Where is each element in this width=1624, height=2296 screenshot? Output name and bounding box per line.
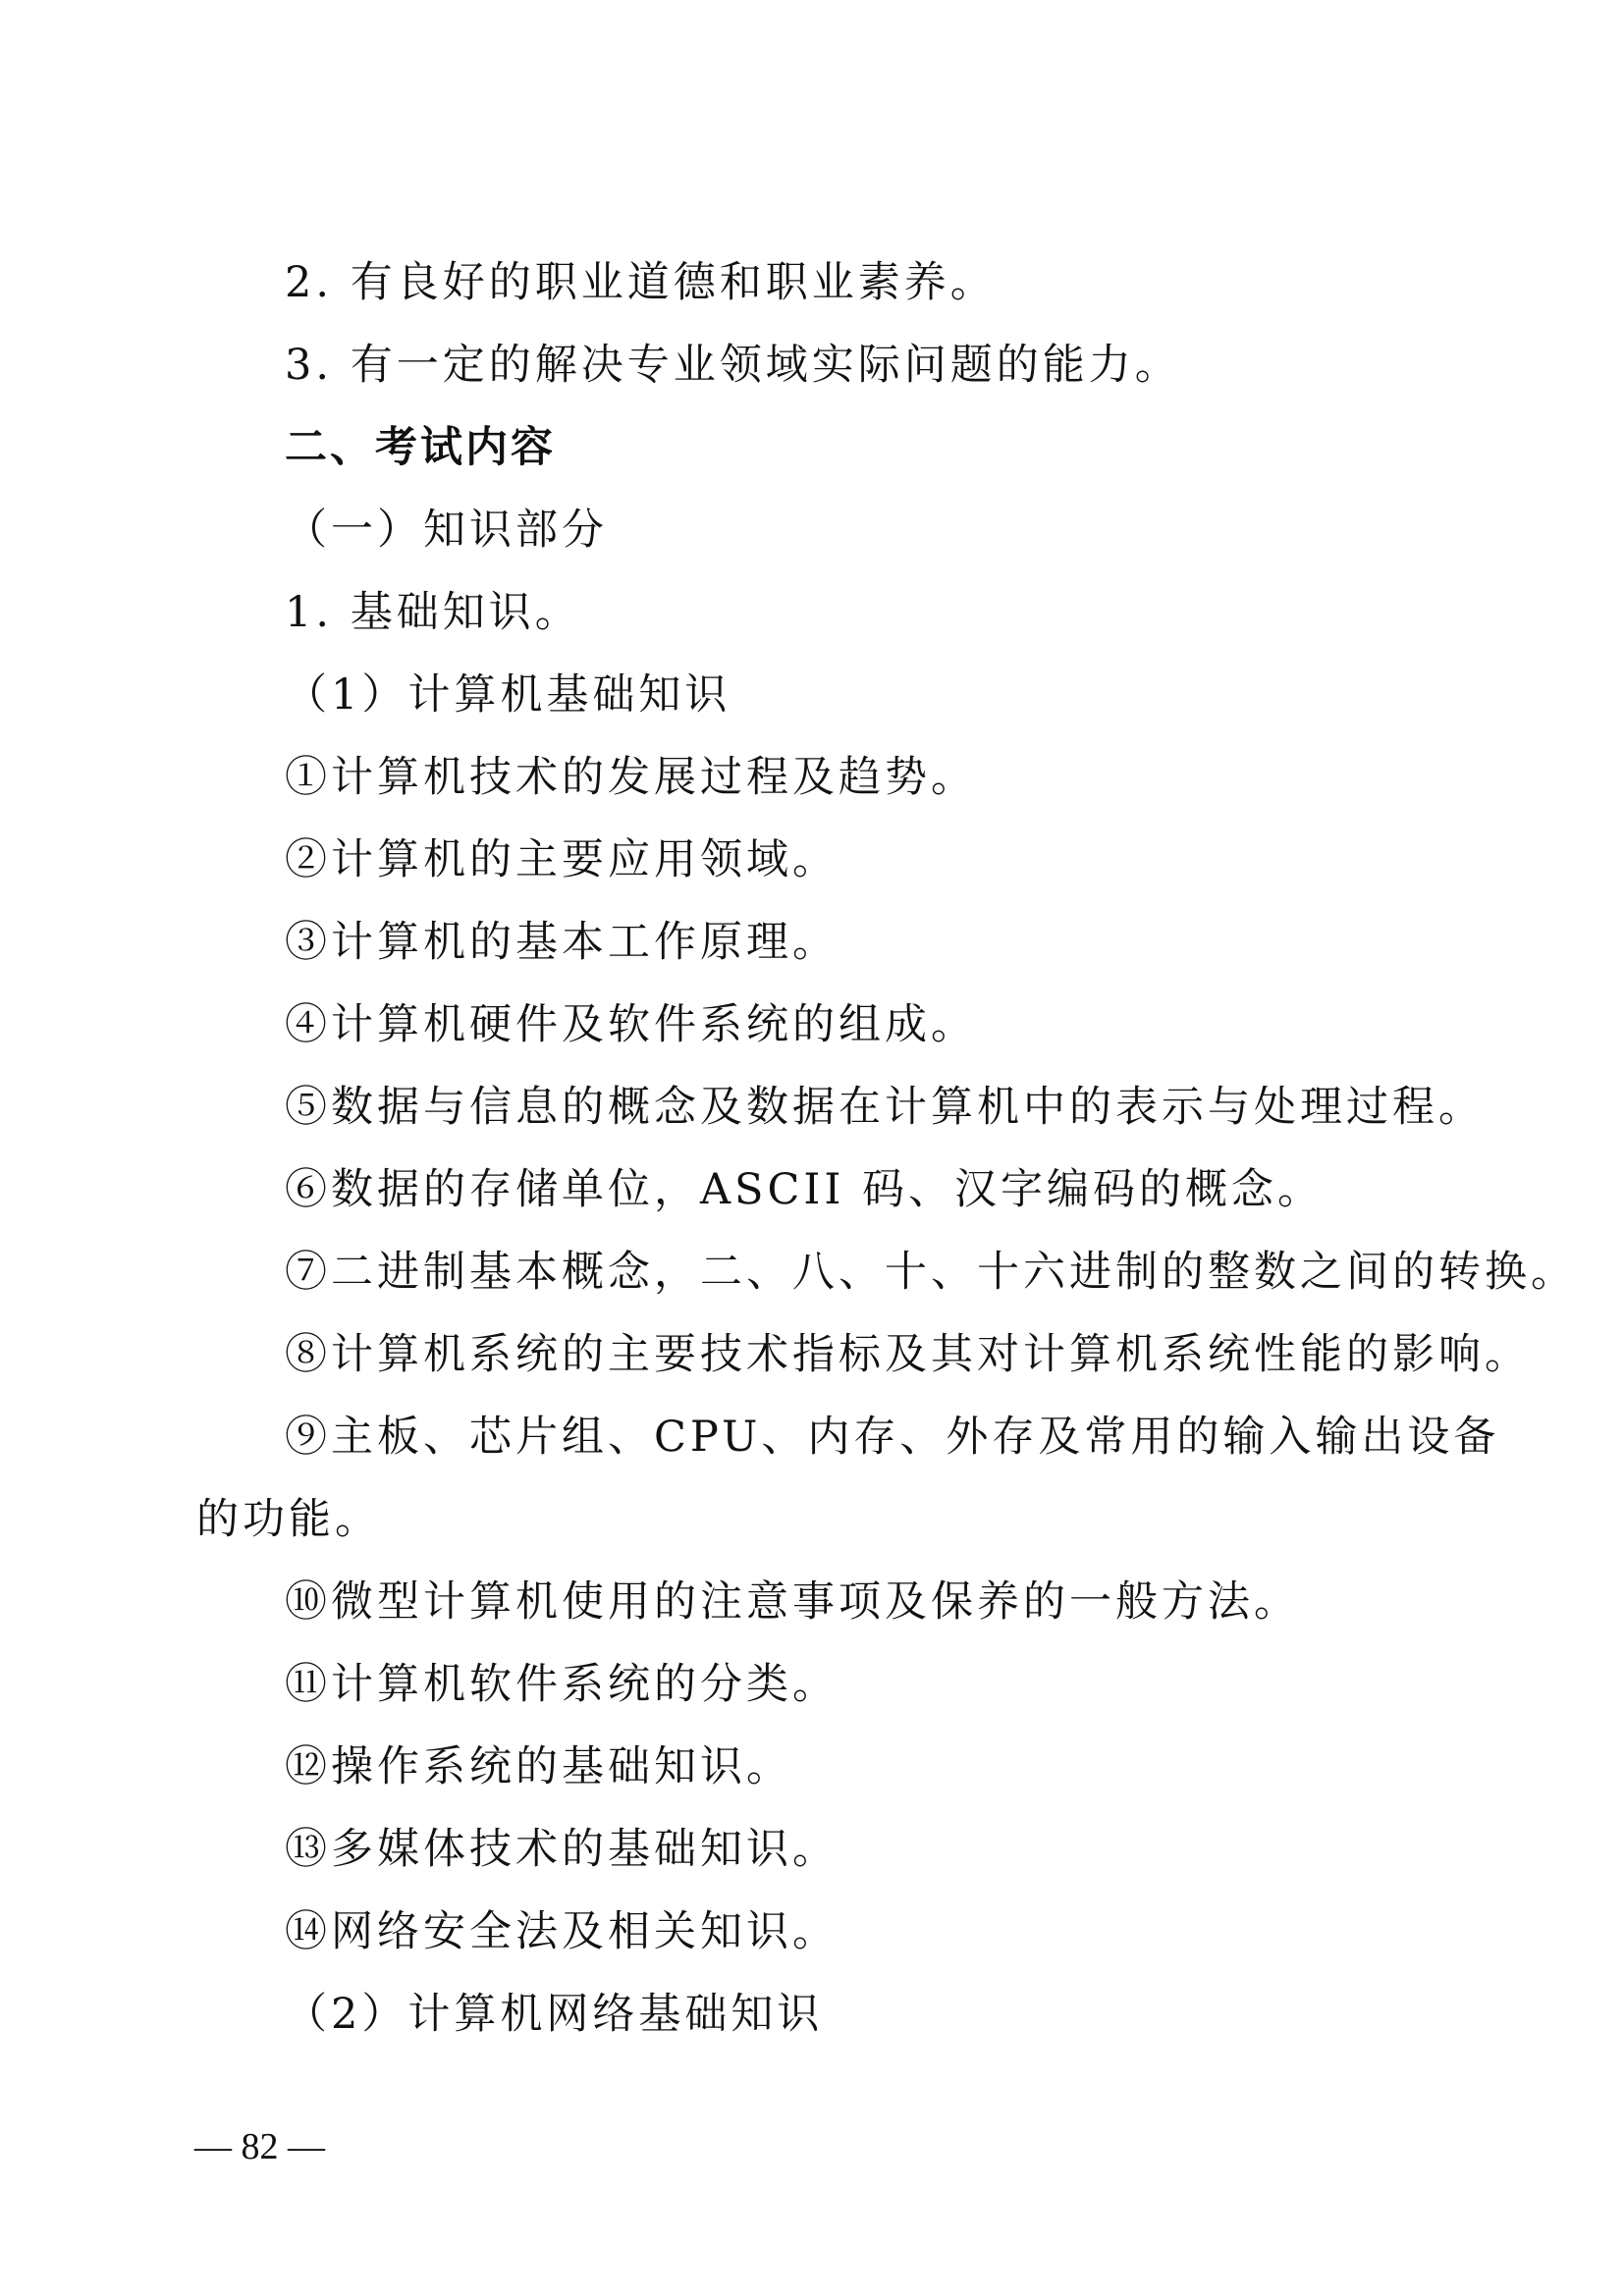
list-item: ②计算机的主要应用领域。 (285, 835, 839, 884)
list-item: ⑤数据与信息的概念及数据在计算机中的表示与处理过程。 (285, 1083, 1485, 1132)
section-heading-exam-content: 二、考试内容 (285, 423, 556, 472)
list-item: ⑪计算机软件系统的分类。 (285, 1660, 839, 1709)
list-item: ⑨主板、芯片组、CPU、内存、外存及常用的输入输出设备 (285, 1413, 1500, 1462)
page-number: — 82 — (194, 2126, 325, 2167)
subtopic-heading-network-basics: （2）计算机网络基础知识 (285, 1990, 824, 2039)
list-item: ③计算机的基本工作原理。 (285, 918, 839, 967)
list-item-continuation: 的功能。 (196, 1495, 381, 1544)
list-item: ⑫操作系统的基础知识。 (285, 1742, 792, 1791)
requirement-item-3: 3. 有一定的解决专业领域实际问题的能力。 (285, 341, 1181, 390)
list-item: ①计算机技术的发展过程及趋势。 (285, 753, 977, 802)
list-item: ⑧计算机系统的主要技术指标及其对计算机系统性能的影响。 (285, 1330, 1531, 1379)
requirement-item-2: 2. 有良好的职业道德和职业素养。 (285, 258, 997, 307)
list-item: ⑦二进制基本概念，二、八、十、十六进制的整数之间的转换。 (285, 1248, 1577, 1297)
topic-heading-basics: 1. 基础知识。 (285, 588, 581, 637)
list-item: ⑬多媒体技术的基础知识。 (285, 1825, 839, 1874)
subsection-heading-knowledge: （一）知识部分 (285, 506, 608, 555)
subtopic-heading-computer-basics: （1）计算机基础知识 (285, 670, 731, 720)
list-item: ⑥数据的存储单位，ASCII 码、汉字编码的概念。 (285, 1165, 1325, 1214)
list-item: ④计算机硬件及软件系统的组成。 (285, 1000, 977, 1049)
list-item: ⑭网络安全法及相关知识。 (285, 1907, 839, 1956)
list-item: ⑩微型计算机使用的注意事项及保养的一般方法。 (285, 1577, 1300, 1627)
